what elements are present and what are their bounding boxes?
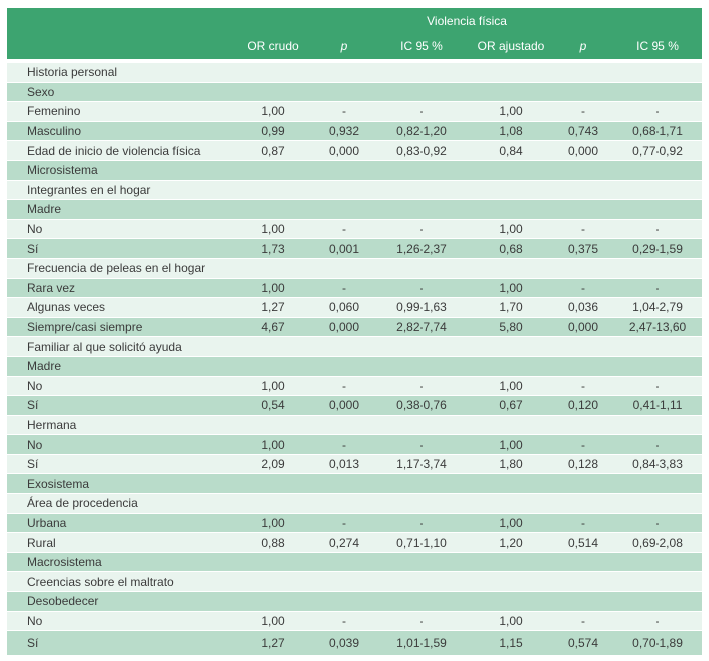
row-label-cell: Macrosistema <box>7 552 232 572</box>
odds-ratio-table <box>7 8 702 656</box>
value-cell <box>469 200 553 220</box>
row-label-cell: Urbana <box>7 513 232 533</box>
row-label-cell: No <box>7 435 232 455</box>
value-cell: - <box>613 376 702 396</box>
column-header-p-ajustado: p <box>553 33 613 61</box>
value-cell: - <box>314 219 374 239</box>
value-cell <box>553 258 613 278</box>
table-row <box>7 102 702 122</box>
value-cell <box>613 592 702 612</box>
value-cell: 0,000 <box>314 317 374 337</box>
row-label-cell: Hermana <box>7 415 232 435</box>
table-row <box>7 200 702 220</box>
value-cell <box>232 494 314 514</box>
row-label-cell: Sí <box>7 631 232 656</box>
column-header-or-crudo: OR crudo <box>232 33 314 61</box>
value-cell <box>613 494 702 514</box>
value-cell <box>232 160 314 180</box>
table-row <box>7 61 702 82</box>
value-cell: 5,80 <box>469 317 553 337</box>
row-label-cell: Área de procedencia <box>7 494 232 514</box>
row-label-cell: No <box>7 611 232 631</box>
value-cell: 0,128 <box>553 454 613 474</box>
value-cell <box>374 592 469 612</box>
value-cell: - <box>374 102 469 122</box>
table-header <box>7 8 702 61</box>
table-row <box>7 298 702 318</box>
value-cell <box>553 474 613 494</box>
value-cell <box>374 415 469 435</box>
value-cell <box>314 82 374 102</box>
table-row <box>7 121 702 141</box>
row-label-cell: Sí <box>7 454 232 474</box>
value-cell <box>314 494 374 514</box>
value-cell: - <box>553 219 613 239</box>
value-cell: 1,00 <box>232 219 314 239</box>
value-cell: 0,120 <box>553 396 613 416</box>
value-cell <box>553 415 613 435</box>
value-cell <box>232 572 314 592</box>
value-cell: 1,00 <box>232 513 314 533</box>
value-cell: 1,00 <box>232 376 314 396</box>
value-cell <box>374 200 469 220</box>
header-spacer <box>7 33 232 61</box>
value-cell <box>314 474 374 494</box>
value-cell <box>613 572 702 592</box>
value-cell: 0,375 <box>553 239 613 259</box>
value-cell: 4,67 <box>232 317 314 337</box>
table-row <box>7 219 702 239</box>
value-cell: 0,743 <box>553 121 613 141</box>
value-cell <box>613 61 702 82</box>
group-header-row <box>7 8 702 33</box>
table-row <box>7 376 702 396</box>
row-label-cell: Masculino <box>7 121 232 141</box>
table-row <box>7 337 702 357</box>
value-cell: 1,08 <box>469 121 553 141</box>
value-cell <box>613 552 702 572</box>
value-cell <box>232 356 314 376</box>
value-cell <box>469 474 553 494</box>
row-label-cell: Creencias sobre el maltrato <box>7 572 232 592</box>
value-cell <box>314 552 374 572</box>
table-row <box>7 82 702 102</box>
column-header-ic95-ajustado: IC 95 % <box>613 33 702 61</box>
value-cell: 0,82-1,20 <box>374 121 469 141</box>
row-label-cell: Historia personal <box>7 61 232 82</box>
row-label-cell: Integrantes en el hogar <box>7 180 232 200</box>
value-cell: 0,99-1,63 <box>374 298 469 318</box>
value-cell <box>374 552 469 572</box>
row-label-cell: Siempre/casi siempre <box>7 317 232 337</box>
table-row <box>7 317 702 337</box>
value-cell: - <box>374 219 469 239</box>
table-row <box>7 239 702 259</box>
value-cell <box>553 82 613 102</box>
table-row <box>7 180 702 200</box>
row-label-cell: Familiar al que solicitó ayuda <box>7 337 232 357</box>
row-label-cell: Desobedecer <box>7 592 232 612</box>
value-cell: - <box>314 611 374 631</box>
value-cell <box>469 494 553 514</box>
value-cell: 1,27 <box>232 631 314 656</box>
value-cell: - <box>613 278 702 298</box>
row-label-cell: No <box>7 219 232 239</box>
value-cell: 1,00 <box>469 102 553 122</box>
value-cell: - <box>314 513 374 533</box>
row-label-cell: Exosistema <box>7 474 232 494</box>
value-cell: - <box>374 611 469 631</box>
value-cell <box>469 415 553 435</box>
value-cell: 1,00 <box>232 435 314 455</box>
value-cell <box>553 180 613 200</box>
value-cell <box>314 200 374 220</box>
table-body <box>7 61 702 656</box>
row-label-cell: Algunas veces <box>7 298 232 318</box>
row-label-cell: Edad de inicio de violencia física <box>7 141 232 161</box>
value-cell: 1,20 <box>469 533 553 553</box>
value-cell <box>232 337 314 357</box>
value-cell <box>469 180 553 200</box>
value-cell: 0,38-0,76 <box>374 396 469 416</box>
value-cell <box>232 200 314 220</box>
value-cell: 1,01-1,59 <box>374 631 469 656</box>
value-cell: 0,54 <box>232 396 314 416</box>
value-cell <box>553 552 613 572</box>
value-cell: - <box>613 219 702 239</box>
value-cell <box>469 552 553 572</box>
value-cell <box>553 200 613 220</box>
value-cell: 0,99 <box>232 121 314 141</box>
value-cell <box>613 356 702 376</box>
value-cell <box>374 494 469 514</box>
value-cell <box>232 258 314 278</box>
row-label-cell: Sí <box>7 239 232 259</box>
value-cell: 1,17-3,74 <box>374 454 469 474</box>
value-cell: - <box>613 513 702 533</box>
value-cell <box>469 82 553 102</box>
value-cell: 0,274 <box>314 533 374 553</box>
value-cell <box>232 415 314 435</box>
value-cell <box>553 572 613 592</box>
table-row <box>7 611 702 631</box>
value-cell: 1,00 <box>232 278 314 298</box>
value-cell: - <box>374 278 469 298</box>
value-cell: 1,73 <box>232 239 314 259</box>
value-cell: 0,001 <box>314 239 374 259</box>
value-cell <box>232 552 314 572</box>
value-cell: 0,70-1,89 <box>613 631 702 656</box>
value-cell: 0,000 <box>314 141 374 161</box>
value-cell <box>613 474 702 494</box>
value-cell: 0,88 <box>232 533 314 553</box>
value-cell <box>613 180 702 200</box>
value-cell <box>374 82 469 102</box>
table-row <box>7 278 702 298</box>
value-cell <box>613 415 702 435</box>
table-row <box>7 533 702 553</box>
value-cell <box>374 572 469 592</box>
value-cell: 0,68-1,71 <box>613 121 702 141</box>
table-row <box>7 454 702 474</box>
column-header-row <box>7 33 702 61</box>
table-row <box>7 552 702 572</box>
value-cell <box>613 82 702 102</box>
value-cell <box>469 258 553 278</box>
value-cell <box>469 592 553 612</box>
value-cell <box>613 337 702 357</box>
value-cell <box>613 258 702 278</box>
table-row <box>7 258 702 278</box>
value-cell: 1,15 <box>469 631 553 656</box>
value-cell: 2,09 <box>232 454 314 474</box>
row-label-cell: Femenino <box>7 102 232 122</box>
value-cell <box>553 61 613 82</box>
value-cell <box>314 356 374 376</box>
value-cell: 1,04-2,79 <box>613 298 702 318</box>
row-label-cell: Sexo <box>7 82 232 102</box>
value-cell <box>374 356 469 376</box>
value-cell: - <box>374 435 469 455</box>
value-cell <box>613 200 702 220</box>
table-row <box>7 356 702 376</box>
table-row <box>7 160 702 180</box>
table-row <box>7 396 702 416</box>
table-row <box>7 435 702 455</box>
row-label-cell: Rara vez <box>7 278 232 298</box>
value-cell <box>553 160 613 180</box>
row-label-cell: Rural <box>7 533 232 553</box>
value-cell <box>613 160 702 180</box>
value-cell <box>553 337 613 357</box>
value-cell <box>232 61 314 82</box>
row-label-cell: Frecuencia de peleas en el hogar <box>7 258 232 278</box>
row-label-cell: No <box>7 376 232 396</box>
table-row <box>7 592 702 612</box>
table-row <box>7 415 702 435</box>
value-cell: - <box>314 102 374 122</box>
row-label-cell: Madre <box>7 356 232 376</box>
table-row <box>7 141 702 161</box>
value-cell <box>232 474 314 494</box>
value-cell: 0,87 <box>232 141 314 161</box>
value-cell <box>314 415 374 435</box>
table-row <box>7 572 702 592</box>
column-header-ic95-crudo: IC 95 % <box>374 33 469 61</box>
value-cell: 1,26-2,37 <box>374 239 469 259</box>
value-cell: - <box>374 513 469 533</box>
value-cell <box>232 180 314 200</box>
value-cell <box>469 337 553 357</box>
value-cell: 0,039 <box>314 631 374 656</box>
value-cell <box>374 61 469 82</box>
value-cell: - <box>553 376 613 396</box>
value-cell: 0,68 <box>469 239 553 259</box>
value-cell <box>374 180 469 200</box>
header-spacer <box>7 8 232 33</box>
value-cell: 0,574 <box>553 631 613 656</box>
value-cell: 0,41-1,11 <box>613 396 702 416</box>
value-cell: 0,29-1,59 <box>613 239 702 259</box>
value-cell: 0,036 <box>553 298 613 318</box>
value-cell: 0,932 <box>314 121 374 141</box>
value-cell: 1,80 <box>469 454 553 474</box>
value-cell: - <box>314 376 374 396</box>
value-cell <box>314 61 374 82</box>
value-cell <box>469 356 553 376</box>
value-cell: 0,000 <box>314 396 374 416</box>
value-cell: - <box>553 102 613 122</box>
value-cell: 2,47-13,60 <box>613 317 702 337</box>
value-cell <box>553 494 613 514</box>
value-cell <box>374 258 469 278</box>
value-cell: 1,27 <box>232 298 314 318</box>
value-cell: - <box>314 278 374 298</box>
value-cell: 0,013 <box>314 454 374 474</box>
row-label-cell: Madre <box>7 200 232 220</box>
value-cell: 0,71-1,10 <box>374 533 469 553</box>
value-cell <box>469 160 553 180</box>
value-cell <box>469 572 553 592</box>
group-header-label: Violencia física <box>232 8 702 33</box>
value-cell: 0,83-0,92 <box>374 141 469 161</box>
value-cell <box>232 592 314 612</box>
table-row <box>7 494 702 514</box>
value-cell: 0,84 <box>469 141 553 161</box>
value-cell: - <box>314 435 374 455</box>
value-cell: 0,77-0,92 <box>613 141 702 161</box>
value-cell <box>553 592 613 612</box>
value-cell: 1,00 <box>469 435 553 455</box>
value-cell: 0,67 <box>469 396 553 416</box>
value-cell: 0,514 <box>553 533 613 553</box>
value-cell: - <box>613 611 702 631</box>
value-cell: 2,82-7,74 <box>374 317 469 337</box>
value-cell: - <box>553 513 613 533</box>
value-cell: - <box>374 376 469 396</box>
value-cell <box>374 160 469 180</box>
value-cell <box>553 356 613 376</box>
value-cell: 0,060 <box>314 298 374 318</box>
value-cell: 1,00 <box>469 219 553 239</box>
value-cell: 1,00 <box>232 611 314 631</box>
row-label-cell: Sí <box>7 396 232 416</box>
value-cell: - <box>553 611 613 631</box>
value-cell: 1,00 <box>469 376 553 396</box>
value-cell <box>314 180 374 200</box>
value-cell <box>314 572 374 592</box>
value-cell: - <box>613 435 702 455</box>
value-cell: 1,70 <box>469 298 553 318</box>
column-header-p-crudo: p <box>314 33 374 61</box>
table-row <box>7 474 702 494</box>
value-cell <box>374 337 469 357</box>
value-cell: 1,00 <box>469 278 553 298</box>
value-cell: - <box>613 102 702 122</box>
table-row <box>7 631 702 656</box>
column-header-or-ajustado: OR ajustado <box>469 33 553 61</box>
value-cell <box>314 337 374 357</box>
value-cell: - <box>553 278 613 298</box>
value-cell: 0,000 <box>553 141 613 161</box>
value-cell <box>469 61 553 82</box>
value-cell <box>314 592 374 612</box>
value-cell <box>314 258 374 278</box>
table-row <box>7 513 702 533</box>
value-cell: 0,84-3,83 <box>613 454 702 474</box>
value-cell: 1,00 <box>469 513 553 533</box>
value-cell <box>374 474 469 494</box>
value-cell <box>232 82 314 102</box>
row-label-cell: Microsistema <box>7 160 232 180</box>
value-cell <box>314 160 374 180</box>
value-cell: 1,00 <box>232 102 314 122</box>
value-cell: 1,00 <box>469 611 553 631</box>
value-cell: 0,69-2,08 <box>613 533 702 553</box>
value-cell: 0,000 <box>553 317 613 337</box>
value-cell: - <box>553 435 613 455</box>
